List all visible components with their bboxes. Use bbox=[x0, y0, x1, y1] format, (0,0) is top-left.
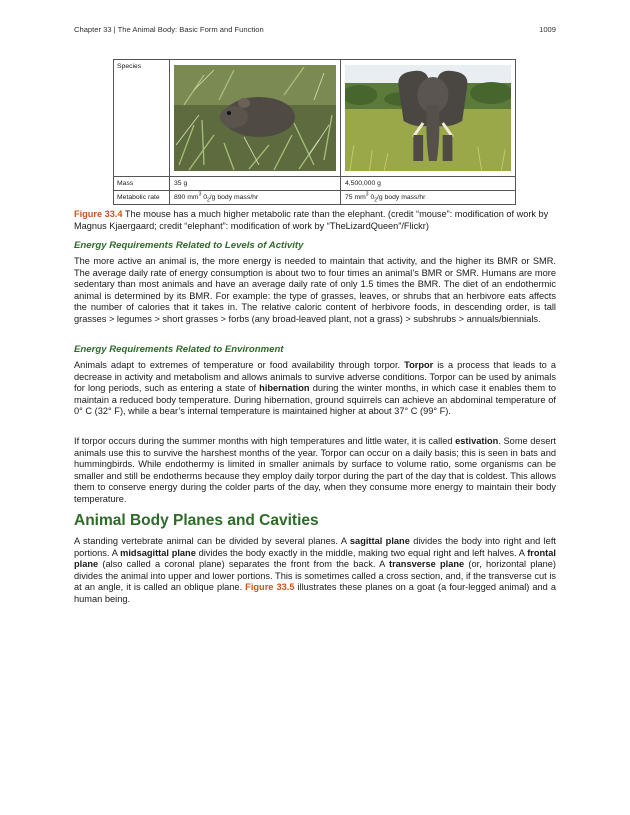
page-header bbox=[74, 25, 556, 34]
mouse-mass: 35 g bbox=[170, 177, 341, 191]
elephant-image-cell bbox=[341, 60, 516, 177]
elephant-metabolic-rate: 75 $mm^3$ $0_2/g$ body mass/hr bbox=[341, 191, 516, 205]
subheading-environment: Energy Requirements Related to Environment bbox=[74, 344, 284, 355]
term-sagittal-plane: sagittal plane bbox=[349, 536, 410, 546]
term-frontal-plane: frontal plane bbox=[74, 547, 556, 570]
page-number: 1009 bbox=[539, 25, 556, 34]
term-torpor: Torpor bbox=[404, 360, 434, 370]
figure-reference-link[interactable]: Figure 33.5 bbox=[245, 582, 295, 593]
figure-table bbox=[113, 59, 516, 205]
term-midsagittal-plane: midsagittal plane bbox=[120, 547, 196, 558]
paragraph-estivation: If torpor occurs during the summer months with high temperatures and little water, it is called estivation. Some desert animals use this to survive the harshest months of the year. Torpor can occur on a daily basis; this is seen in bats and hummingbirds. While endothermy is limited in smaller animals by surface to volume ratio, some organisms can be smaller and still be endotherms because they employ daily torpor during the part of the day that is coldest. This allows them to conserve energy during the colder parts of the day, when they consume more energy to maintain their body temperature. bbox=[74, 436, 556, 504]
subheading-activity: Energy Requirements Related to Levels of Activity bbox=[74, 240, 304, 251]
species-label: Species bbox=[114, 60, 170, 177]
term-transverse-plane: transverse plane bbox=[388, 559, 465, 570]
caption-text: The mouse has a much higher metabolic rate than the elephant. (credit “mouse”: modification of work by Magnus Kjaergaard; credit “elephant”: modification of work by “TheLizardQueen”/Flickr) bbox=[74, 209, 549, 231]
paragraph-activity: The more active an animal is, the more energy is needed to maintain that activity, and the higher its BMR or SMR. The average daily rate of energy consumption is about two to four times an animal’s BMR or SMR. Humans are more sedentary than most animals and have an average daily rate of only 1.5 times the BMR. The diet of an endothermic animal is determined by its BMR. For example: the type of grasses, leaves, or shrubs that an herbivore eats affects the number of calories that it takes in. The relative caloric content of herbivore foods, in descending order, is tall grasses > legumes > short grasses > forbs (any broad-leaved plant, not a grass) > subshrubs > annuals/biennials. bbox=[74, 256, 556, 324]
term-hibernation: hibernation bbox=[259, 383, 310, 394]
paragraph-torpor: Animals adapt to extremes of temperature or food availability through torpor. Torpor is a process that leads to a decrease in activity and metabolism and allows animals to survive adverse conditions. Torpor can be used by animals for long periods, such as entering a state of hibernation during the winter months, in which case it enables them to maintain a reduced body temperature. During hibernation, ground squirrels can achieve an abdominal temperature of 0° C (32° F), while a bear’s internal temperature is maintained higher at about 37° C (99° F). bbox=[74, 360, 557, 417]
elephant-photo bbox=[345, 65, 511, 171]
metabolic-rate-label: Metabolic rate bbox=[114, 191, 170, 205]
mouse-metabolic-rate: 890 $mm^3$ $0_2/g$ body mass/hr bbox=[170, 191, 341, 205]
term-estivation: estivation bbox=[455, 436, 499, 446]
section-heading-body-planes: Animal Body Planes and Cavities bbox=[74, 512, 319, 529]
chapter-title: Chapter 33 | The Animal Body: Basic Form and Function bbox=[74, 25, 264, 34]
paragraph-body-planes: A standing vertebrate animal can be divided by several planes. A sagittal plane divides the body into right and left portions. A midsagittal plane divides the body exactly in the middle, making two equal right and left halves. A frontal plane (also called a coronal plane) separates the front from the back. A transverse plane (or, horizontal plane) divides the animal into upper and lower portions. This is sometimes called a cross section, and, if the transverse cut is at an angle, it is called an oblique plane. Figure 33.5 illustrates these planes on a goat (a four-legged animal) and a human being. bbox=[74, 536, 556, 604]
mass-label: Mass bbox=[114, 177, 170, 191]
mouse-photo bbox=[174, 65, 336, 171]
figure-label: Figure 33.4 bbox=[74, 209, 123, 219]
figure-caption bbox=[74, 209, 556, 232]
mouse-image-cell bbox=[170, 60, 341, 177]
elephant-mass: 4,500,000 g bbox=[341, 177, 516, 191]
